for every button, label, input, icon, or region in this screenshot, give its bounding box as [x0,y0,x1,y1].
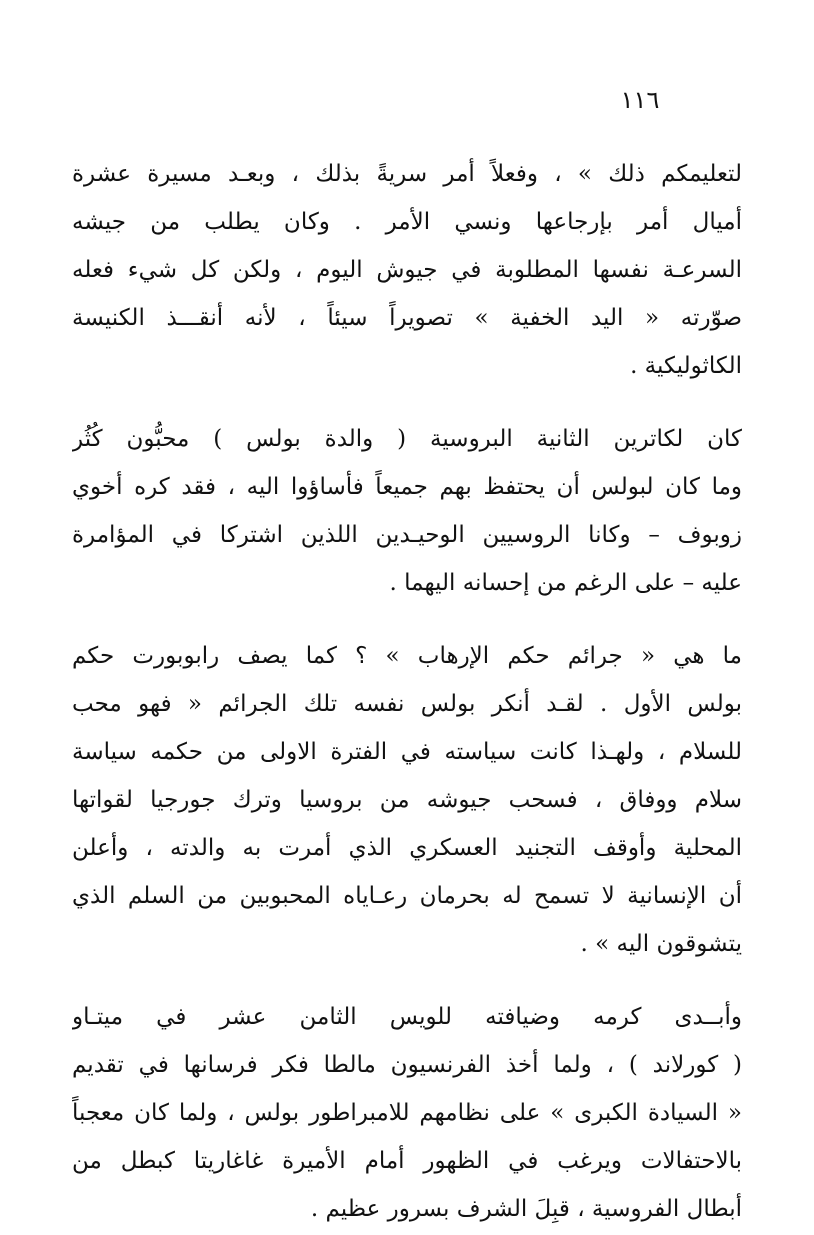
text-line: وما كان لبولس أن يحتفظ بهم جميعاً فأساؤوا اليه ، فقد كره أخوي [72,474,742,500]
text-line: ما هي « جرائم حكم الإرهاب » ؟ كما يصف رابوبورت حكم [72,643,742,669]
text-line: أميال أمر بإرجاعها ونسي الأمر . وكان يطلب من جيشه [72,209,742,235]
text-line: بولس الأول . لقـد أنكر بولس نفسه تلك الجرائم « فهو محب [72,691,742,717]
text-line: لتعليمكم ذلك » ، وفعلاً أمر سريةً بذلك ، وبعـد مسيرة عشرة [72,161,742,187]
text-line: الكاثوليكية . [630,353,742,379]
text-line: عليه – على الرغم من إحسانه اليهما . [389,570,742,596]
paragraph-1 [72,150,742,390]
text-line: كان لكاترين الثانية البروسية ( والدة بولس ) محبُّون كُثُر [72,426,742,452]
text-line: للسلام ، ولهـذا كانت سياسته في الفترة الاولى من حكمه سياسة [72,739,742,765]
paragraph-3 [72,632,742,968]
text-line: أبطال الفروسية ، قبِلَ الشرف بسرور عظيم . [310,1196,742,1222]
text-line: وأبــدى كرمه وضيافته للويس الثامن عشر في ميتـاو [72,1004,742,1030]
text-line: صوّرته « اليد الخفية » تصويراً سيئاً ، لأنه أنقـــذ الكنيسة [72,305,742,331]
text-line: يتشوقون اليه » . [580,931,742,957]
text-line: السرعـة نفسها المطلوبة في جيوش اليوم ، ولكن كل شيء فعله [72,257,742,283]
text-line: بالاحتفالات ويرغب في الظهور أمام الأميرة غاغاريتا كبطل من [72,1148,742,1174]
text-line: ( كورلاند ) ، ولما أخذ الفرنسيون مالطا فكر فرسانها في تقديم [72,1052,742,1078]
text-line: أن الإنسانية لا تسمح له بحرمان رعـاياه المحبوبين من السلم الذي [72,883,742,909]
text-line: « السيادة الكبرى » على نظامهم للامبراطور بولس ، ولما كان معجباً [72,1100,742,1126]
paragraph-2 [72,415,742,607]
text-line: زوبوف – وكانا الروسيين الوحيـدين اللذين اشتركا في المؤامرة [72,522,742,548]
page-number: ١١٦ [620,86,660,114]
body-text [72,150,742,1233]
text-line: المحلية وأوقف التجنيد العسكري الذي أمرت به والدته ، وأعلن [72,835,742,861]
text-line: سلام ووفاق ، فسحب جيوشه من بروسيا وترك جورجيا لقواتها [72,787,742,813]
paragraph-4 [72,993,742,1233]
